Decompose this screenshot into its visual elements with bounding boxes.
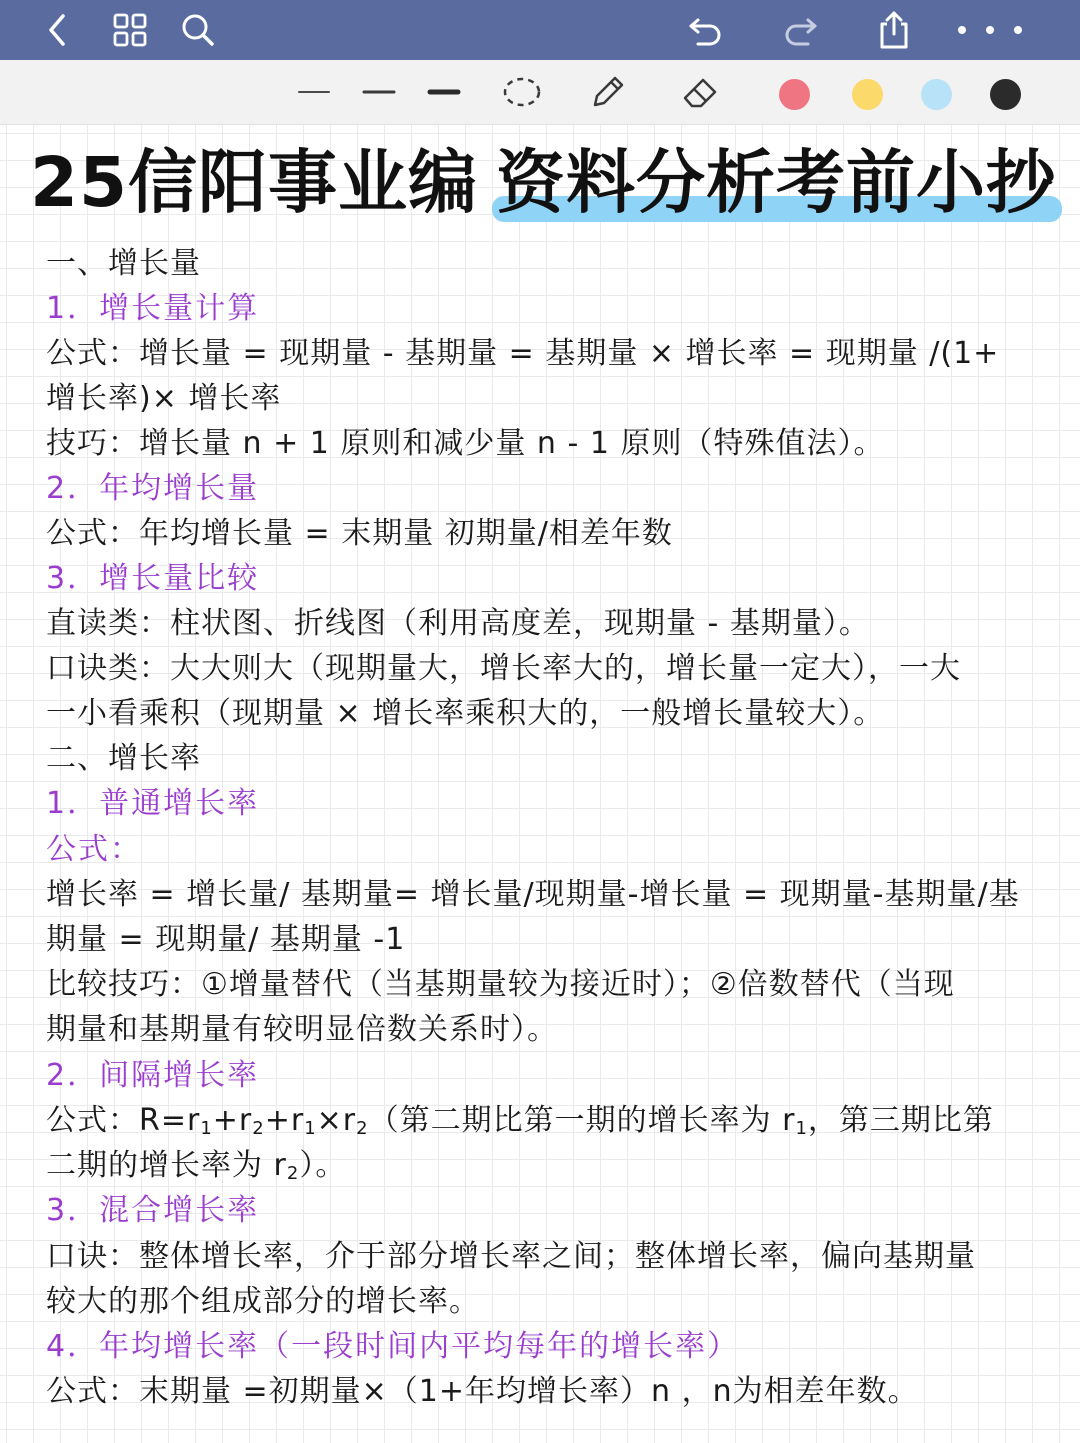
subscript: 1 [795,1118,808,1139]
title-prefix: 25信阳事业编 [30,143,479,223]
note-line: 口诀：整体增长率，介于部分增长率之间；整体增长率，偏向基期量 [46,1239,976,1274]
text-run: 二期的增长率为 r [46,1148,287,1183]
subscript: 1 [200,1118,213,1139]
subscript: 2 [252,1118,265,1139]
note-line: 技巧：增长量 n + 1 原则和减少量 n - 1 原则（特殊值法）。 [46,426,885,461]
subscript: 1 [304,1118,317,1139]
note-line: 公式：年均增长量 = 末期量 初期量/相差年数 [46,516,673,551]
note-line: 增长率)× 增长率 [46,381,282,416]
color-swatch-red[interactable] [779,79,810,110]
page-title [30,138,1056,228]
medium-pen-icon[interactable] [357,70,401,114]
back-icon[interactable] [36,8,80,52]
note-line: 期量和基期量有较明显倍数关系时）。 [46,1012,558,1047]
share-icon[interactable] [872,8,916,52]
text-run: ×r [316,1103,357,1138]
note-line: 较大的那个组成部分的增长率。 [46,1284,480,1319]
note-line-interval-formula-cont [46,1144,1046,1188]
title-highlight-text: 资料分析考前小抄 [496,143,1057,223]
subscript: 2 [286,1163,300,1184]
text-run: +r [264,1103,305,1138]
subscript: 2 [356,1118,369,1139]
subheading-growth-compare: 3．增长量比较 [46,561,260,596]
note-line: 公式：末期量 =初期量×（1+年均增长率）n ，n为相差年数。 [46,1374,919,1409]
subheading-annual-growth-rate: 4．年均增长率（一段时间内平均每年的增长率） [46,1329,740,1364]
undo-icon[interactable] [684,8,728,52]
color-swatch-yellow[interactable] [852,79,883,110]
note-line: 期量 = 现期量/ 基期量 -1 [46,922,406,957]
color-swatch-black[interactable] [990,79,1021,110]
title-highlight [496,138,1056,228]
pencil-icon[interactable] [585,70,629,114]
thin-pen-icon[interactable] [292,70,336,114]
top-app-bar [0,0,1080,60]
note-line: 口诀类：大大则大（现期量大，增长率大的，增长量一定大），一大 [46,651,961,686]
search-icon[interactable] [176,8,220,52]
subheading-mixed-growth-rate: 3．混合增长率 [46,1193,260,1228]
text-run: ，第三期比第 [807,1103,994,1138]
redo-icon[interactable] [778,8,822,52]
subheading-interval-growth-rate: 2．间隔增长率 [46,1058,260,1093]
section-heading-growth-amount: 一、增长量 [46,246,201,281]
text-run: （第二期比第一期的增长率为 r [368,1103,796,1138]
subheading-formula: 公式： [46,832,142,867]
thick-pen-icon[interactable] [422,70,466,114]
note-line-interval-formula [46,1099,1046,1143]
lasso-icon[interactable] [500,70,544,114]
subheading-normal-growth-rate: 1．普通增长率 [46,786,260,821]
drawing-toolbar [0,60,1080,125]
color-swatch-blue[interactable] [921,79,952,110]
grid-icon[interactable] [108,8,152,52]
note-line: 增长率 = 增长量/ 基期量= 增长量/现期量-增长量 = 现期量-基期量/基 [46,877,1020,912]
note-line: 公式：增长量 = 现期量 - 基期量 = 基期量 × 增长率 = 现期量 /(1+ [46,336,1000,371]
note-line: 直读类：柱状图、折线图（利用高度差，现期量 - 基期量）。 [46,606,870,641]
note-line: 比较技巧：①增量替代（当基期量较为接近时）；②倍数替代（当现 [46,967,955,1002]
note-line: 一小看乘积（现期量 × 增长率乘积大的，一般增长量较大）。 [46,696,885,731]
text-run: +r [212,1103,253,1138]
subheading-growth-calc: 1．增长量计算 [46,291,260,326]
text-run: ）。 [299,1148,347,1183]
section-heading-growth-rate: 二、增长率 [46,741,201,776]
eraser-icon[interactable] [678,70,722,114]
subheading-annual-growth-amount: 2．年均增长量 [46,471,260,506]
more-icon[interactable] [950,8,1030,52]
text-run: 公式：R=r [46,1103,201,1138]
